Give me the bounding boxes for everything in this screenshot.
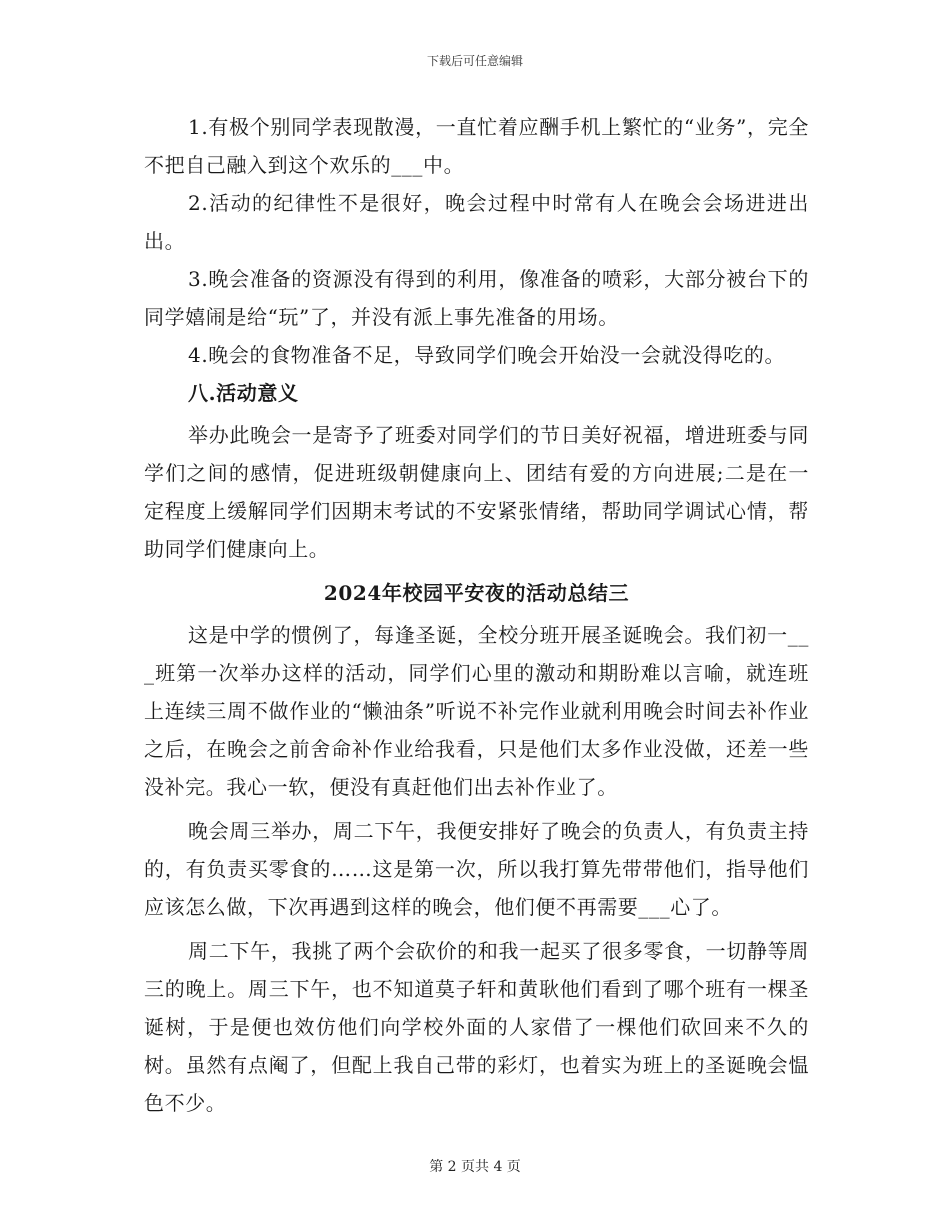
page-footer: 第 2 页共 4 页 <box>429 1159 521 1175</box>
document-body <box>144 108 809 1128</box>
section-paragraph: 举办此晚会一是寄予了班委对同学们的节日美好祝福，增进班委与同学们之间的感情，促进班级朝健康向上、团结有爱的方向进展;二是在一定程度上缓解同学们因期末考试的不安紧张情绪，帮助同学调试心情，帮助同学们健康向上。 <box>144 423 809 561</box>
article-paragraph-3: 周二下午，我挑了两个会砍价的和我一起买了很多零食，一切静等周三的晚上。周三下午，也不知道莫子轩和黄耿他们看到了哪个班有一棵圣诞树，于是便也效仿他们向学校外面的人家借了一棵他们砍回来不久的树。虽然有点阉了，但配上我自己带的彩灯，也着实为班上的圣诞晚会愠色不少。 <box>144 939 809 1115</box>
list-item-3: 3.晚会准备的资源没有得到的利用，像准备的喷彩，大部分被台下的同学嬉闹是给“玩”了，并没有派上事先准备的用场。 <box>144 267 809 329</box>
article-paragraph-1: 这是中学的惯例了，每逢圣诞，全校分班开展圣诞晚会。我们初一___班第一次举办这样的活动，同学们心里的激动和期盼难以言喻，就连班上连续三周不做作业的“懒油条”听说不补完作业就利用晚会时间去补作业之后，在晚会之前舍命补作业给我看，只是他们太多作业没做，还差一些没补完。我心一软，便没有真赶他们出去补作业了。 <box>144 623 809 799</box>
article-title: 2024年校园平安夜的活动总结三 <box>323 581 630 605</box>
list-item-2: 2.活动的纪律性不是很好，晚会过程中时常有人在晚会会场进进出出。 <box>144 191 809 253</box>
list-item-4: 4.晚会的食物准备不足，导致同学们晚会开始没一会就没得吃的。 <box>188 343 786 367</box>
section-heading: 八.活动意义 <box>188 381 299 405</box>
article-paragraph-2: 晚会周三举办，周二下午，我便安排好了晚会的负责人，有负责主持的，有负责买零食的……这是第一次，所以我打算先带带他们，指导他们应该怎么做，下次再遇到这样的晚会，他们便不再需要___心了。 <box>144 819 809 919</box>
page-header: 下载后可任意编辑 <box>426 54 523 68</box>
list-item-1: 1.有极个别同学表现散漫，一直忙着应酬手机上繁忙的“业务”，完全不把自己融入到这个欢乐的___中。 <box>144 115 809 177</box>
